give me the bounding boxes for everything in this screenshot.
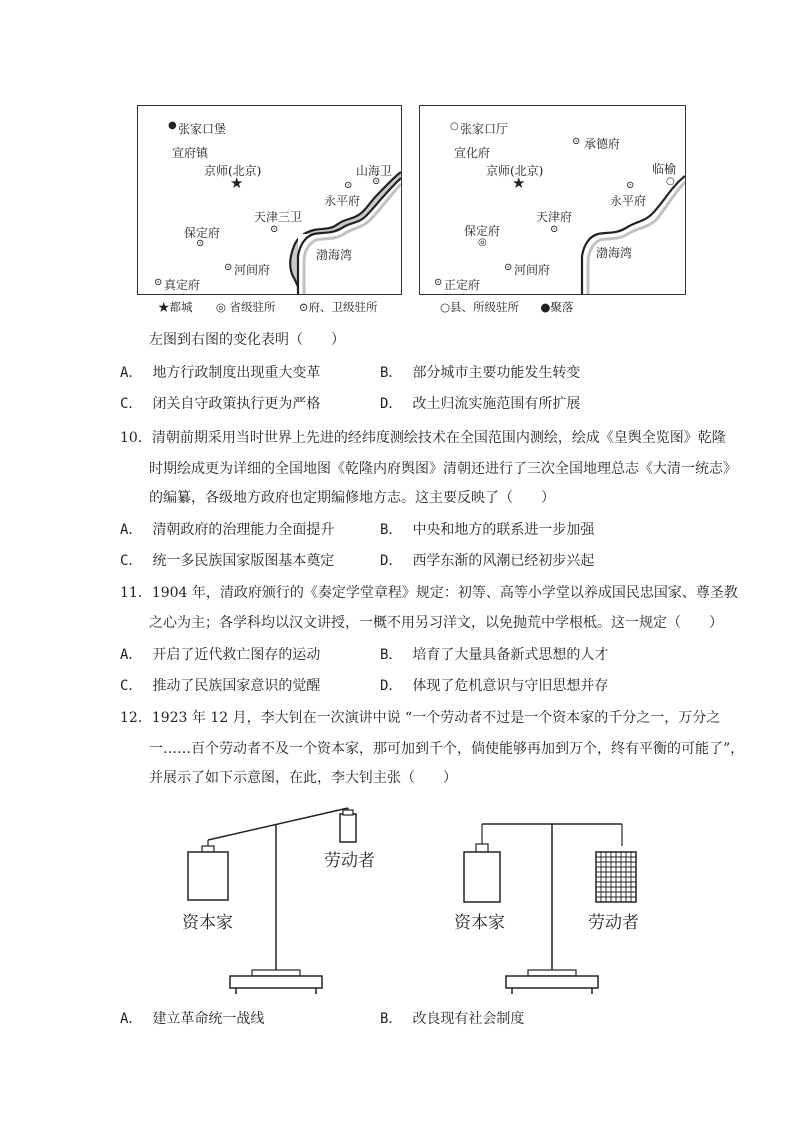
label-bohaiwan: 渤海湾: [316, 248, 353, 262]
legend-prefecture-seat: ⊙府、卫级驻所: [298, 300, 378, 314]
capital-star-icon: ★: [230, 174, 244, 192]
q11-option-b[interactable]: [380, 644, 608, 664]
q10-option-c[interactable]: [120, 550, 334, 570]
q11-line-2: 之心为主；各学科均以汉文讲授，一概不用另习洋文，以免抛荒中学根柢。这一规定（ ）: [149, 615, 723, 631]
label-linyu: 临榆: [652, 162, 677, 176]
option-text: 建立革命统一战线: [152, 1011, 265, 1027]
option-key: C．: [120, 553, 143, 569]
option-text: 改土归流实施范围有所扩展: [412, 396, 581, 412]
option-text: 统一多民族国家版图基本奠定: [152, 553, 335, 569]
label-jingshi-right: 京师(北京): [486, 164, 544, 178]
label-zhendingfu: 真定府: [164, 278, 201, 292]
symbol-zhangjiakouting: ○: [450, 121, 459, 132]
label-hejianfu-right: 河间府: [514, 263, 551, 277]
option-text: 开启了近代救亡图存的运动: [152, 647, 321, 663]
label-jingshi: 京师(北京): [204, 164, 262, 178]
q12-line-2: 一……百个劳动者不及一个资本家，那可加到千个，倘使能够再加到万个，终有平衡的可能了”，: [149, 741, 745, 757]
label-chengdefu: 承德府: [584, 137, 621, 151]
option-key: B．: [380, 1011, 403, 1027]
symbol-baodingfu: ⊙: [196, 238, 205, 249]
q10-option-a[interactable]: [120, 519, 334, 539]
option-text: 西学东渐的风潮已经初步兴起: [412, 553, 595, 569]
option-key: A．: [120, 1011, 143, 1027]
label-xuanhuafu: 宣化府: [454, 146, 491, 160]
q10-line-3: 的编纂，各级地方政府也定期编修地方志。这主要反映了（ ）: [149, 490, 555, 506]
option-text: 闭关自守政策执行更为严格: [152, 396, 321, 412]
option-text: 改良现有社会制度: [412, 1011, 525, 1027]
q9-option-c[interactable]: [120, 393, 320, 413]
q10-line-1: 10．清朝前期采用当时世界上先进的经纬度测绘技术在全国范围内测绘，绘成《皇舆全览图》乾隆: [120, 430, 726, 446]
legend-settlement: ●聚落: [540, 300, 574, 314]
symbol-zhengdingfu: ⊙: [434, 277, 443, 288]
option-text: 部分城市主要功能发生转变: [412, 365, 581, 381]
label-baodingfu-right: 保定府: [464, 224, 501, 238]
symbol-yongpingfu-right: ⊙: [626, 180, 635, 191]
option-key: C．: [120, 678, 143, 694]
scale-right-diagram: [454, 800, 654, 1000]
legend-county-seat: ○县、所级驻所: [440, 300, 520, 314]
q9-option-b[interactable]: [380, 362, 580, 382]
label-zhengdingfu: 正定府: [444, 278, 481, 292]
option-key: B．: [380, 365, 403, 381]
label-tianjinfu: 天津府: [536, 210, 573, 224]
q10-option-b[interactable]: [380, 519, 594, 539]
q11-option-c[interactable]: [120, 675, 320, 695]
label-shanhaiwei: 山海卫: [356, 164, 393, 178]
label-baodingfu: 保定府: [184, 226, 221, 240]
scale-left-worker-label: 劳动者: [324, 851, 375, 871]
symbol-tianjinsanwei: ⊙: [270, 224, 279, 235]
q12-option-a[interactable]: [120, 1008, 264, 1028]
label-bohaiwan-right: 渤海湾: [596, 246, 633, 260]
q11-option-a[interactable]: [120, 644, 320, 664]
option-key: D．: [380, 678, 403, 694]
q9-stem: 左图到右图的变化表明（ ）: [149, 332, 345, 348]
symbol-chengdefu: ⊙: [572, 136, 581, 147]
option-text: 体现了危机意识与守旧思想并存: [412, 678, 609, 694]
legend-provincial-seat: ◎ 省级驻所: [215, 300, 276, 314]
option-key: A．: [120, 522, 143, 538]
q9-option-d[interactable]: [380, 393, 580, 413]
capital-star-icon: ★: [512, 174, 526, 192]
scale-right-capitalist-label: 资本家: [454, 913, 505, 933]
option-key: A．: [120, 647, 143, 663]
q9-option-a[interactable]: [120, 362, 320, 382]
q12-line-1: 12．1923 年 12 月，李大钊在一次演讲中说 “一个劳动者不过是一个资本家的千分之一，万分之: [120, 710, 721, 726]
symbol-tianjinfu: ⊙: [550, 224, 559, 235]
dot-zhangjiakoubao: ●: [168, 120, 177, 131]
option-text: 中央和地方的联系进一步加强: [412, 522, 595, 538]
scale-left-diagram: [180, 800, 380, 1000]
label-hejianfu: 河间府: [234, 263, 271, 277]
label-zhangjiakoubao: 张家口堡: [178, 122, 227, 136]
q12-line-3: 并展示了如下示意图，在此，李大钊主张（ ）: [149, 770, 457, 786]
option-text: 清朝政府的治理能力全面提升: [152, 522, 335, 538]
q10-option-d[interactable]: [380, 550, 594, 570]
symbol-baodingfu-right: ◎: [478, 237, 487, 248]
label-yongpingfu: 永平府: [324, 194, 361, 208]
symbol-shanhaiwei: ⊙: [372, 176, 381, 187]
scale-left-capitalist-label: 资本家: [182, 913, 233, 933]
scale-right-worker-label: 劳动者: [588, 913, 639, 933]
q10-line-2: 时期绘成更为详细的全国地图《乾隆内府舆图》清朝还进行了三次全国地理总志《大清一统志》: [149, 461, 737, 477]
option-text: 推动了民族国家意识的觉醒: [152, 678, 321, 694]
option-key: C．: [120, 396, 143, 412]
symbol-yongpingfu: ⊙: [344, 180, 353, 191]
option-key: D．: [380, 396, 403, 412]
map-right: [419, 105, 686, 295]
label-yongpingfu-right: 永平府: [610, 194, 647, 208]
option-key: A．: [120, 365, 143, 381]
option-text: 培育了大量具备新式思想的人才: [412, 647, 609, 663]
option-key: B．: [380, 647, 403, 663]
q12-option-b[interactable]: [380, 1008, 524, 1028]
option-text: 地方行政制度出现重大变革: [152, 365, 321, 381]
label-zhangjiakouting: 张家口厅: [460, 122, 509, 136]
option-key: B．: [380, 522, 403, 538]
map-right-legend: [440, 299, 573, 315]
legend-capital: ★都城: [158, 300, 193, 314]
label-xuanfuzhen: 宣府镇: [172, 146, 209, 160]
symbol-hejianfu-right: ⊙: [504, 262, 513, 273]
symbol-linyu: ○: [666, 176, 675, 187]
q11-option-d[interactable]: [380, 675, 608, 695]
q11-line-1: 11．1904 年，清政府颁行的《奏定学堂章程》规定：初等、高等小学堂以养成国民忠国家、尊圣教: [120, 585, 738, 601]
symbol-zhendingfu: ⊙: [154, 277, 163, 288]
map-left-legend: [158, 299, 377, 315]
option-key: D．: [380, 553, 403, 569]
map-left: [137, 105, 402, 295]
symbol-hejianfu: ⊙: [224, 262, 233, 273]
label-tianjinsanwei: 天津三卫: [254, 210, 303, 224]
